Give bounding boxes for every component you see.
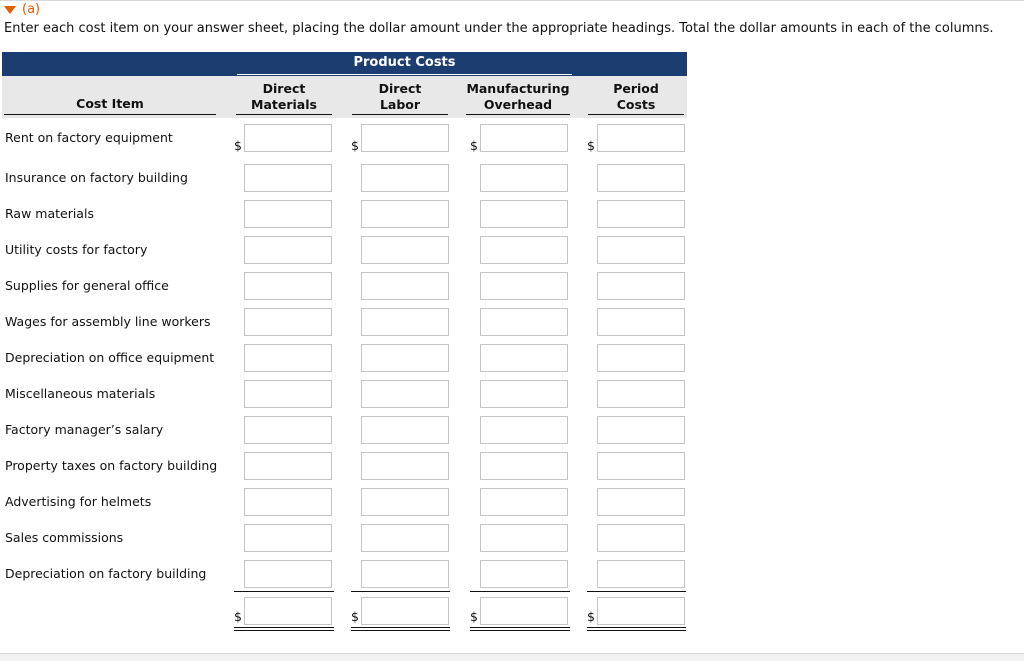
direct-materials-input[interactable] (244, 164, 332, 192)
direct-labor-input[interactable] (361, 164, 449, 192)
instructions-text: Enter each cost item on your answer sheet, placing the dollar amount under the appropriate headings. Total the dollar amounts in each of the columns. (4, 21, 994, 36)
top-divider (0, 0, 1024, 1)
manufacturing-overhead-input[interactable] (480, 272, 568, 300)
manufacturing-overhead-input[interactable] (480, 308, 568, 336)
header-manufacturing-overhead: Manufacturing Overhead (466, 81, 570, 112)
direct-labor-input[interactable] (361, 560, 449, 588)
total-top-rule (234, 591, 334, 592)
row-label: Rent on factory equipment (5, 130, 173, 145)
table-banner (2, 52, 687, 76)
dollar-sign: $ (234, 609, 242, 624)
manufacturing-overhead-input[interactable] (480, 452, 568, 480)
period-costs-input[interactable] (597, 560, 685, 588)
product-costs-header: Product Costs (237, 52, 572, 75)
period-costs-input[interactable] (597, 452, 685, 480)
period-costs-input[interactable] (597, 124, 685, 152)
direct-materials-input[interactable] (244, 488, 332, 516)
manufacturing-overhead-input[interactable] (480, 164, 568, 192)
header-underline (4, 114, 216, 115)
manufacturing-overhead-input[interactable] (480, 236, 568, 264)
manufacturing-overhead-input[interactable] (480, 560, 568, 588)
dollar-sign: $ (587, 138, 595, 153)
total-double-underline (587, 627, 686, 628)
direct-materials-input[interactable] (244, 380, 332, 408)
row-label: Depreciation on office equipment (5, 350, 215, 365)
header-cost-item: Cost Item (76, 96, 144, 111)
total-double-underline (587, 630, 686, 631)
dollar-sign: $ (470, 138, 478, 153)
header-period-costs: Period Costs (613, 81, 659, 112)
period-costs-input[interactable] (597, 164, 685, 192)
manufacturing-overhead-input[interactable] (480, 488, 568, 516)
row-label: Sales commissions (5, 530, 124, 545)
direct-materials-input[interactable] (244, 452, 332, 480)
row-label: Utility costs for factory (5, 242, 148, 257)
header-underline (236, 114, 332, 115)
direct-materials-input[interactable] (244, 416, 332, 444)
row-label: Depreciation on factory building (5, 566, 207, 581)
row-label: Miscellaneous materials (5, 386, 156, 401)
direct-labor-input[interactable] (361, 124, 449, 152)
bottom-bar (0, 653, 1024, 661)
direct-labor-input[interactable] (361, 200, 449, 228)
total-top-rule (587, 591, 686, 592)
row-label: Advertising for helmets (5, 494, 152, 509)
total-double-underline (234, 630, 334, 631)
part-a-toggle[interactable] (4, 2, 40, 17)
manufacturing-overhead-total-input[interactable] (480, 597, 568, 625)
total-double-underline (351, 627, 450, 628)
direct-materials-input[interactable] (244, 236, 332, 264)
dollar-sign: $ (470, 609, 478, 624)
dollar-sign: $ (234, 138, 242, 153)
part-label: (a) (22, 2, 41, 17)
header-underline (588, 114, 684, 115)
direct-labor-input[interactable] (361, 344, 449, 372)
total-top-rule (351, 591, 450, 592)
direct-materials-input[interactable] (244, 308, 332, 336)
period-costs-input[interactable] (597, 200, 685, 228)
period-costs-input[interactable] (597, 488, 685, 516)
direct-labor-input[interactable] (361, 380, 449, 408)
collapse-triangle-icon (4, 6, 16, 14)
direct-labor-input[interactable] (361, 452, 449, 480)
row-label: Insurance on factory building (5, 170, 188, 185)
dollar-sign: $ (351, 609, 359, 624)
row-label: Wages for assembly line workers (5, 314, 211, 329)
header-direct-labor: Direct Labor (378, 81, 422, 112)
header-underline (466, 114, 570, 115)
period-costs-input[interactable] (597, 308, 685, 336)
total-double-underline (351, 630, 450, 631)
total-double-underline (470, 627, 570, 628)
manufacturing-overhead-input[interactable] (480, 344, 568, 372)
period-costs-input[interactable] (597, 416, 685, 444)
direct-materials-input[interactable] (244, 524, 332, 552)
period-costs-input[interactable] (597, 524, 685, 552)
direct-labor-input[interactable] (361, 524, 449, 552)
total-double-underline (234, 627, 334, 628)
period-costs-total-input[interactable] (597, 597, 685, 625)
row-label: Factory manager’s salary (5, 422, 164, 437)
direct-labor-input[interactable] (361, 488, 449, 516)
direct-materials-input[interactable] (244, 272, 332, 300)
header-underline (352, 114, 448, 115)
manufacturing-overhead-input[interactable] (480, 416, 568, 444)
direct-labor-total-input[interactable] (361, 597, 449, 625)
period-costs-input[interactable] (597, 272, 685, 300)
direct-labor-input[interactable] (361, 272, 449, 300)
manufacturing-overhead-input[interactable] (480, 524, 568, 552)
dollar-sign: $ (587, 609, 595, 624)
row-label: Property taxes on factory building (5, 458, 218, 473)
direct-labor-input[interactable] (361, 236, 449, 264)
period-costs-input[interactable] (597, 380, 685, 408)
total-double-underline (470, 630, 570, 631)
direct-labor-input[interactable] (361, 416, 449, 444)
direct-materials-input[interactable] (244, 560, 332, 588)
direct-materials-input[interactable] (244, 344, 332, 372)
direct-materials-input[interactable] (244, 124, 332, 152)
direct-materials-total-input[interactable] (244, 597, 332, 625)
period-costs-input[interactable] (597, 236, 685, 264)
dollar-sign: $ (351, 138, 359, 153)
manufacturing-overhead-input[interactable] (480, 124, 568, 152)
period-costs-input[interactable] (597, 344, 685, 372)
manufacturing-overhead-input[interactable] (480, 380, 568, 408)
direct-labor-input[interactable] (361, 308, 449, 336)
direct-materials-input[interactable] (244, 200, 332, 228)
total-top-rule (470, 591, 570, 592)
manufacturing-overhead-input[interactable] (480, 200, 568, 228)
row-label: Supplies for general office (5, 278, 169, 293)
row-label: Raw materials (5, 206, 94, 221)
header-direct-materials: Direct Materials (251, 81, 317, 112)
